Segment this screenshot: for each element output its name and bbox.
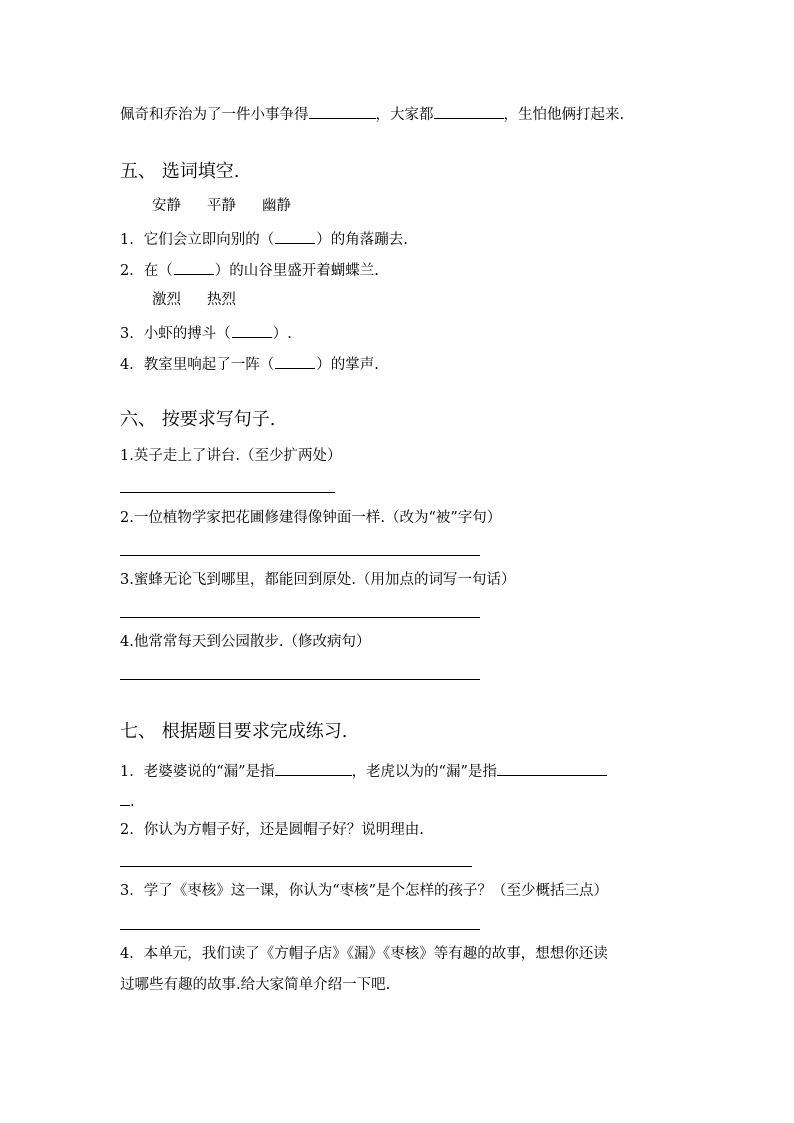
- question-text: .: [130, 794, 135, 810]
- question-text: 1．老婆婆说的“漏”是指: [120, 764, 275, 780]
- answer-line[interactable]: [120, 866, 472, 867]
- word-option: 安静: [152, 198, 181, 214]
- question-text: 2．你认为方帽子好，还是圆帽子好？说明理由.: [120, 822, 424, 838]
- question-text: 3．学了《枣核》这一课，你认为“枣核”是个怎样的孩子？（至少概括三点）: [120, 883, 609, 899]
- answer-blank[interactable]: [497, 759, 607, 776]
- word-option: 热烈: [207, 292, 236, 308]
- section-title: 六、 按要求写句子.: [120, 409, 276, 430]
- answer-line[interactable]: [120, 617, 480, 618]
- section-title: 七、 根据题目要求完成练习.: [120, 721, 348, 742]
- answer-blank[interactable]: [275, 228, 315, 244]
- intro-part2: ，大家都: [375, 107, 434, 123]
- word-bank: [152, 290, 262, 310]
- question-text: ）的角落蹦去.: [316, 232, 408, 248]
- intro-sentence: [120, 102, 624, 125]
- question-text: 3．小虾的搏斗（: [120, 326, 231, 342]
- question: [120, 228, 408, 250]
- intro-part1: 佩奇和乔治为了一件小事争得: [120, 107, 309, 123]
- question-text: ）的掌声.: [316, 357, 379, 373]
- question-text: 过哪些有趣的故事.给大家简单介绍一下吧.: [120, 977, 391, 993]
- question-text: 3.蜜蜂无论飞到哪里，都能回到原处.（用加点的词写一句话）: [120, 572, 516, 588]
- answer-blank[interactable]: [309, 102, 376, 119]
- question-text: ）.: [272, 326, 292, 342]
- question: [120, 322, 292, 344]
- question-text: 4．本单元，我们读了《方帽子店》《漏》《枣核》等有趣的故事，想想你还读: [120, 946, 608, 962]
- question: [120, 259, 379, 281]
- answer-blank[interactable]: [120, 789, 130, 806]
- question-text: ，老虎以为的“漏”是指: [351, 764, 497, 780]
- word-bank: [152, 196, 317, 216]
- intro-part3: ，生怕他俩打起来.: [503, 107, 625, 123]
- word-option: 幽静: [262, 198, 291, 214]
- answer-blank[interactable]: [174, 259, 214, 275]
- question: [120, 759, 607, 782]
- answer-line[interactable]: [120, 679, 480, 680]
- question-continuation: [120, 789, 135, 812]
- question-text: 4．教室里响起了一阵（: [120, 357, 275, 373]
- question-text: 1.英子走上了讲台.（至少扩两处）: [120, 448, 342, 464]
- word-option: 激烈: [152, 292, 181, 308]
- question-text: 2．在（: [120, 263, 173, 279]
- answer-blank[interactable]: [275, 353, 315, 369]
- question-text: 2.一位植物学家把花圃修建得像钟面一样.（改为“被”字句）: [120, 510, 502, 526]
- question: [120, 353, 379, 375]
- question-text: ）的山谷里盛开着蝴蝶兰.: [214, 263, 379, 279]
- question-text: 1．它们会立即向别的（: [120, 232, 275, 248]
- answer-blank[interactable]: [232, 322, 272, 338]
- question-text: 4.他常常每天到公园散步.（修改病句）: [120, 634, 371, 650]
- answer-blank[interactable]: [275, 759, 352, 776]
- answer-line[interactable]: [120, 492, 335, 493]
- answer-line[interactable]: [120, 555, 480, 556]
- section-title: 五、 选词填空.: [120, 161, 240, 182]
- answer-line[interactable]: [120, 929, 480, 930]
- word-option: 平静: [207, 198, 236, 214]
- answer-blank[interactable]: [434, 102, 504, 119]
